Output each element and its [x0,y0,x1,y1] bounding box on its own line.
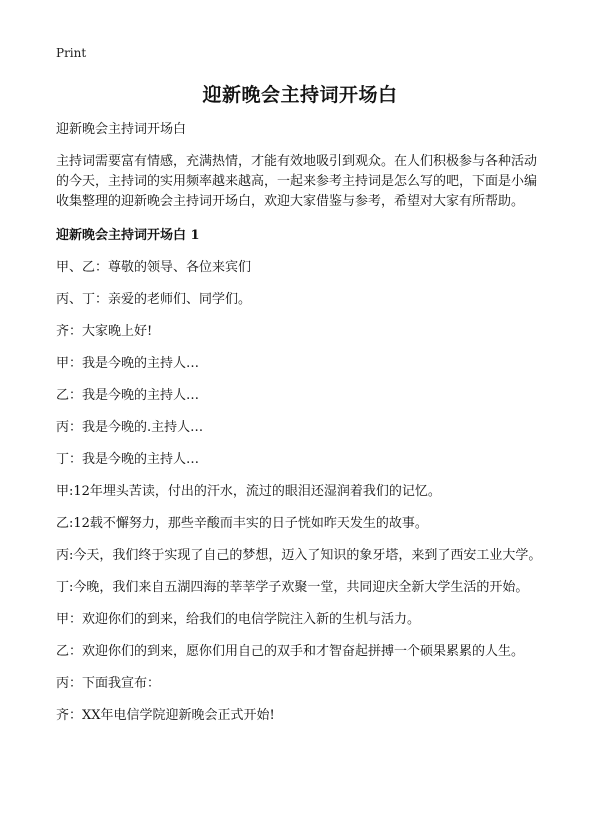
script-line: 丁:今晚，我们来自五湖四海的莘莘学子欢聚一堂，共同迎庆全新大学生活的开始。 [56,580,529,595]
script-line: 丙：我是今晚的.主持人… [56,420,204,435]
script-line: 甲:12年埋头苦读，付出的汗水，流过的眼泪还湿润着我们的记忆。 [56,484,441,499]
script-line: 丁：我是今晚的主持人… [56,452,200,467]
script-line: 甲：欢迎你们的到来，给我们的电信学院注入新的生机与活力。 [56,612,421,627]
article-body [56,120,546,738]
script-line: 丙：下面我宣布： [56,676,161,691]
script-line: 齐：XX年电信学院迎新晚会正式开始! [56,708,275,723]
script-line: 丙:今天，我们终于实现了自己的梦想，迈入了知识的象牙塔，来到了西安工业大学。 [56,548,542,563]
script-line: 乙:12载不懈努力，那些辛酸而丰实的日子恍如昨天发生的故事。 [56,516,428,531]
page-title: 迎新晚会主持词开场白 [202,84,398,106]
script-line: 甲：我是今晚的主持人… [56,356,200,371]
section-heading: 迎新晚会主持词开场白 1 [56,228,200,243]
print-link[interactable]: Print [56,46,87,60]
script-line: 甲、乙：尊敬的领导、各位来宾们 [56,260,252,275]
article-intro: 主持词需要富有情感，充满热情，才能有效地吸引到观众。在人们积极参与各种活动的今天，主持词的实用频率越来越高，一起来参考主持词是怎么写的吧，下面是小编收集整理的迎新晚会主持词开场白，欢迎大家借鉴与参考，希望对大家有所帮助。 [56,154,538,209]
script-line: 乙：欢迎你们的到来，愿你们用自己的双手和才智奋起拼搏一个硕果累累的人生。 [56,644,525,659]
script-line: 丙、丁：亲爱的老师们、同学们。 [56,292,252,307]
script-line: 乙：我是今晚的主持人… [56,388,200,403]
article-subtitle: 迎新晚会主持词开场白 [56,122,187,137]
script-line: 齐：大家晚上好! [56,324,153,339]
